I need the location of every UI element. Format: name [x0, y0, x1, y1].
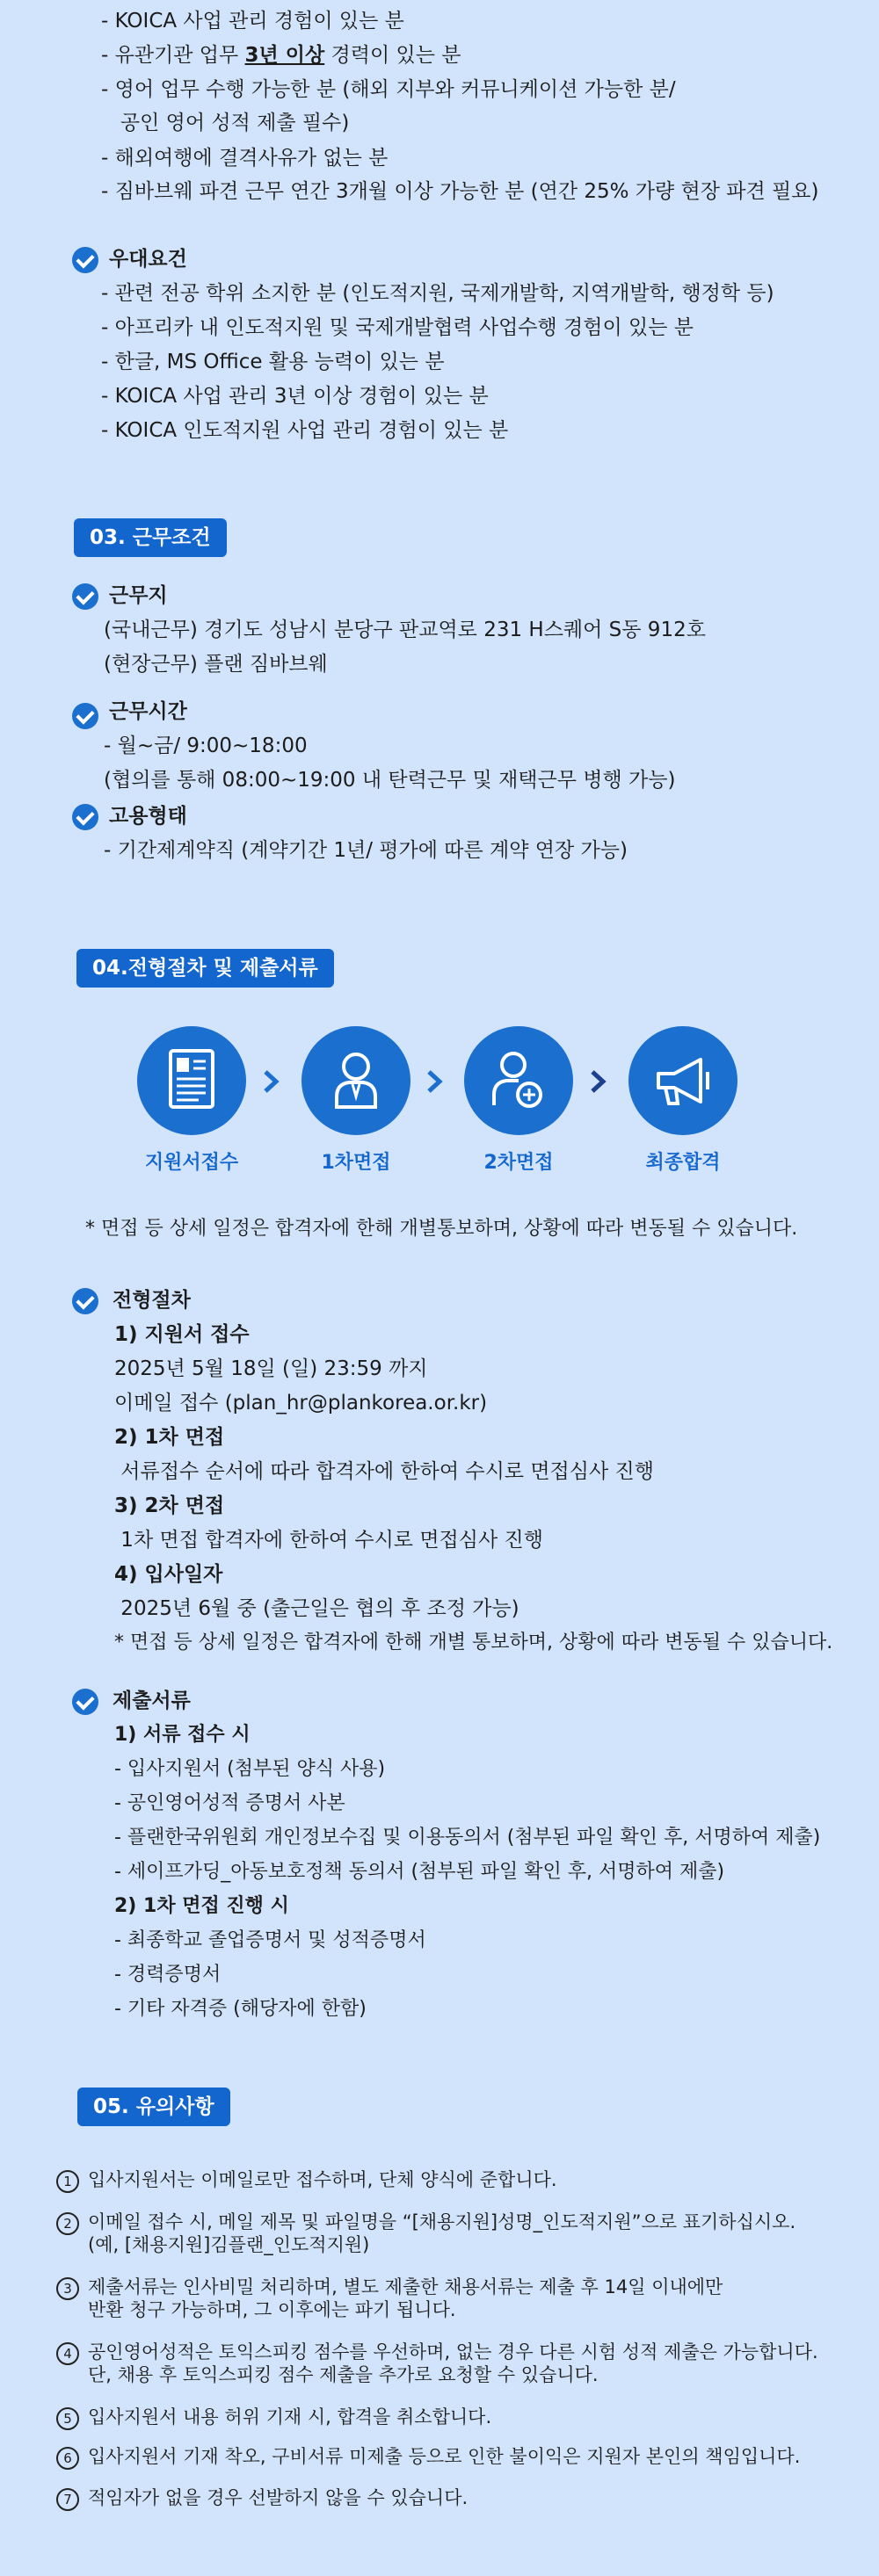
requirement-emphasis: 3년 이상 — [244, 44, 325, 67]
check-icon — [72, 247, 98, 273]
documents-item: - 경력증명서 — [114, 1964, 222, 1986]
process-step-title: 2) 1차 면접 — [114, 1426, 225, 1449]
note-text: 이메일 접수 시, 메일 제목 및 파일명을 “[채용지원]성명_인도적지원”으로 표기하십시오. — [88, 2211, 796, 2232]
section-badge-notes: 05. 유의사항 — [77, 2088, 230, 2126]
step-label: 지원서접수 — [144, 1152, 239, 1174]
note-number-badge: 7 — [56, 2488, 79, 2511]
process-note: * 면접 등 상세 일정은 합격자에 한해 개별통보하며, 상황에 따라 변동될 수 있습니다. — [85, 1218, 798, 1240]
requirement-prefix: - 유관기관 업무 — [101, 44, 245, 67]
requirement-item: - 영어 업무 수행 가능한 분 (해외 지부와 커뮤니케이션 가능한 분/ — [101, 78, 676, 101]
documents-group-title: 2) 1차 면접 진행 시 — [114, 1895, 289, 1917]
check-icon — [72, 583, 98, 610]
process-step-title: 3) 2차 면접 — [114, 1494, 225, 1517]
chevron-right-icon — [424, 1068, 447, 1095]
process-step-detail: 1차 면접 합격자에 한하여 수시로 면접심사 진행 — [114, 1529, 543, 1552]
process-step-title: 1) 지원서 접수 — [114, 1323, 250, 1346]
documents-group-title: 1) 서류 접수 시 — [114, 1724, 251, 1746]
requirement-suffix: 경력이 있는 분 — [324, 44, 461, 67]
hours-line: - 월~금/ 9:00~18:00 — [104, 734, 308, 757]
note-number-badge: 4 — [56, 2342, 79, 2365]
note-text: 적임자가 없을 경우 선발하지 않을 수 있습니다. — [88, 2487, 469, 2508]
note-number-badge: 1 — [56, 2170, 79, 2193]
preferred-item: - KOICA 인도적지원 사업 관리 경험이 있는 분 — [101, 419, 509, 442]
note-number-badge: 5 — [56, 2407, 79, 2430]
process-title: 전형절차 — [113, 1289, 191, 1312]
process-step-detail: 이메일 접수 (plan_hr@plankorea.or.kr) — [114, 1392, 488, 1415]
preferred-item: - 한글, MS Office 활용 능력이 있는 분 — [101, 351, 445, 373]
note-number-badge: 3 — [56, 2277, 79, 2300]
chevron-right-icon — [587, 1068, 610, 1095]
preferred-title: 우대요건 — [109, 248, 187, 271]
step-label: 2차면접 — [483, 1152, 554, 1174]
note-text: 단, 채용 후 토익스피킹 점수 제출을 추가로 요청할 수 있습니다. — [88, 2364, 599, 2385]
documents-item: - 공인영어성적 증명서 사본 — [114, 1792, 345, 1814]
note-text: 공인영어성적은 토익스피킹 점수를 우선하며, 없는 경우 다른 시험 성적 제출은 가능합니다. — [88, 2341, 818, 2363]
check-icon — [72, 703, 98, 729]
document-icon — [137, 1026, 246, 1135]
requirement-item: 공인 영어 성적 제출 필수) — [101, 112, 350, 134]
step-label: 1차면접 — [321, 1152, 391, 1174]
hours-line: (협의를 통해 08:00~19:00 내 탄력근무 및 재택근무 병행 가능) — [104, 769, 676, 792]
process-step-title: 4) 입사일자 — [114, 1563, 223, 1586]
note-text: 입사지원서는 이메일로만 접수하며, 단체 양식에 준합니다. — [88, 2169, 557, 2190]
location-title: 근무지 — [109, 584, 168, 607]
documents-item: - 입사지원서 (첨부된 양식 사용) — [114, 1758, 386, 1780]
preferred-item: - 관련 전공 학위 소지한 분 (인도적지원, 국제개발학, 지역개발학, 행정학 등) — [101, 282, 774, 305]
megaphone-icon — [628, 1026, 737, 1135]
requirement-item: - 해외여행에 결격사유가 없는 분 — [101, 147, 389, 170]
section-badge-selection-process: 04.전형절차 및 제출서류 — [76, 949, 334, 988]
section-badge-work-conditions: 03. 근무조건 — [74, 518, 227, 557]
documents-item: - 최종학교 졸업증명서 및 성적증명서 — [114, 1929, 426, 1951]
process-step-detail: 2025년 5월 18일 (일) 23:59 까지 — [114, 1357, 428, 1380]
preferred-item: - 아프리카 내 인도적지원 및 국제개발협력 사업수행 경험이 있는 분 — [101, 316, 694, 339]
documents-item: - 기타 자격증 (해당자에 한함) — [114, 1998, 367, 2020]
person-plus-icon — [464, 1026, 573, 1135]
hours-title: 근무시간 — [109, 700, 187, 723]
documents-title: 제출서류 — [113, 1690, 191, 1712]
note-number-badge: 2 — [56, 2212, 79, 2235]
check-icon — [72, 804, 98, 830]
process-step-detail: 2025년 6월 중 (출근일은 협의 후 조정 가능) — [114, 1597, 519, 1620]
location-line: (현장근무) 플랜 짐바브웨 — [104, 653, 328, 676]
employment-title: 고용형태 — [109, 805, 187, 828]
note-text: 입사지원서 기재 착오, 구비서류 미제출 등으로 인한 불이익은 지원자 본인의 책임입니다. — [88, 2446, 801, 2467]
check-icon — [72, 1288, 98, 1314]
preferred-item: - KOICA 사업 관리 3년 이상 경험이 있는 분 — [101, 385, 489, 408]
note-number-badge: 6 — [56, 2447, 79, 2470]
requirement-item-related — [101, 41, 461, 69]
documents-item: - 플랜한국위원회 개인정보수집 및 이용동의서 (첨부된 파일 확인 후, 서명하여 제출) — [114, 1827, 821, 1849]
check-icon — [72, 1689, 98, 1715]
chevron-right-icon — [260, 1068, 283, 1095]
note-text: 반환 청구 가능하며, 그 이후에는 파기 됩니다. — [88, 2299, 456, 2320]
location-line: (국내근무) 경기도 성남시 분당구 판교역로 231 H스퀘어 S동 912호 — [104, 619, 706, 641]
documents-item: - 세이프가딩_아동보호정책 동의서 (첨부된 파일 확인 후, 서명하여 제출) — [114, 1861, 725, 1883]
process-step-detail: * 면접 등 상세 일정은 합격자에 한해 개별 통보하며, 상황에 따라 변동될 수 있습니다. — [114, 1632, 833, 1653]
person-icon — [301, 1026, 410, 1135]
note-text: 제출서류는 인사비밀 처리하며, 별도 제출한 채용서류는 제출 후 14일 이내에만 — [88, 2276, 723, 2297]
note-text: 입사지원서 내용 허위 기재 시, 합격을 취소합니다. — [88, 2406, 492, 2428]
process-step-detail: 서류접수 순서에 따라 합격자에 한하여 수시로 면접심사 진행 — [114, 1460, 654, 1483]
requirement-item: - 짐바브웨 파견 근무 연간 3개월 이상 가능한 분 (연간 25% 가량 현장 파견 필요) — [101, 180, 819, 203]
step-label: 최종합격 — [645, 1152, 721, 1174]
requirement-item: - KOICA 사업 관리 경험이 있는 분 — [101, 10, 404, 33]
note-text: (예, [채용지원]김플랜_인도적지원) — [88, 2234, 370, 2255]
employment-line: - 기간제계약직 (계약기간 1년/ 평가에 따른 계약 연장 가능) — [104, 839, 628, 862]
